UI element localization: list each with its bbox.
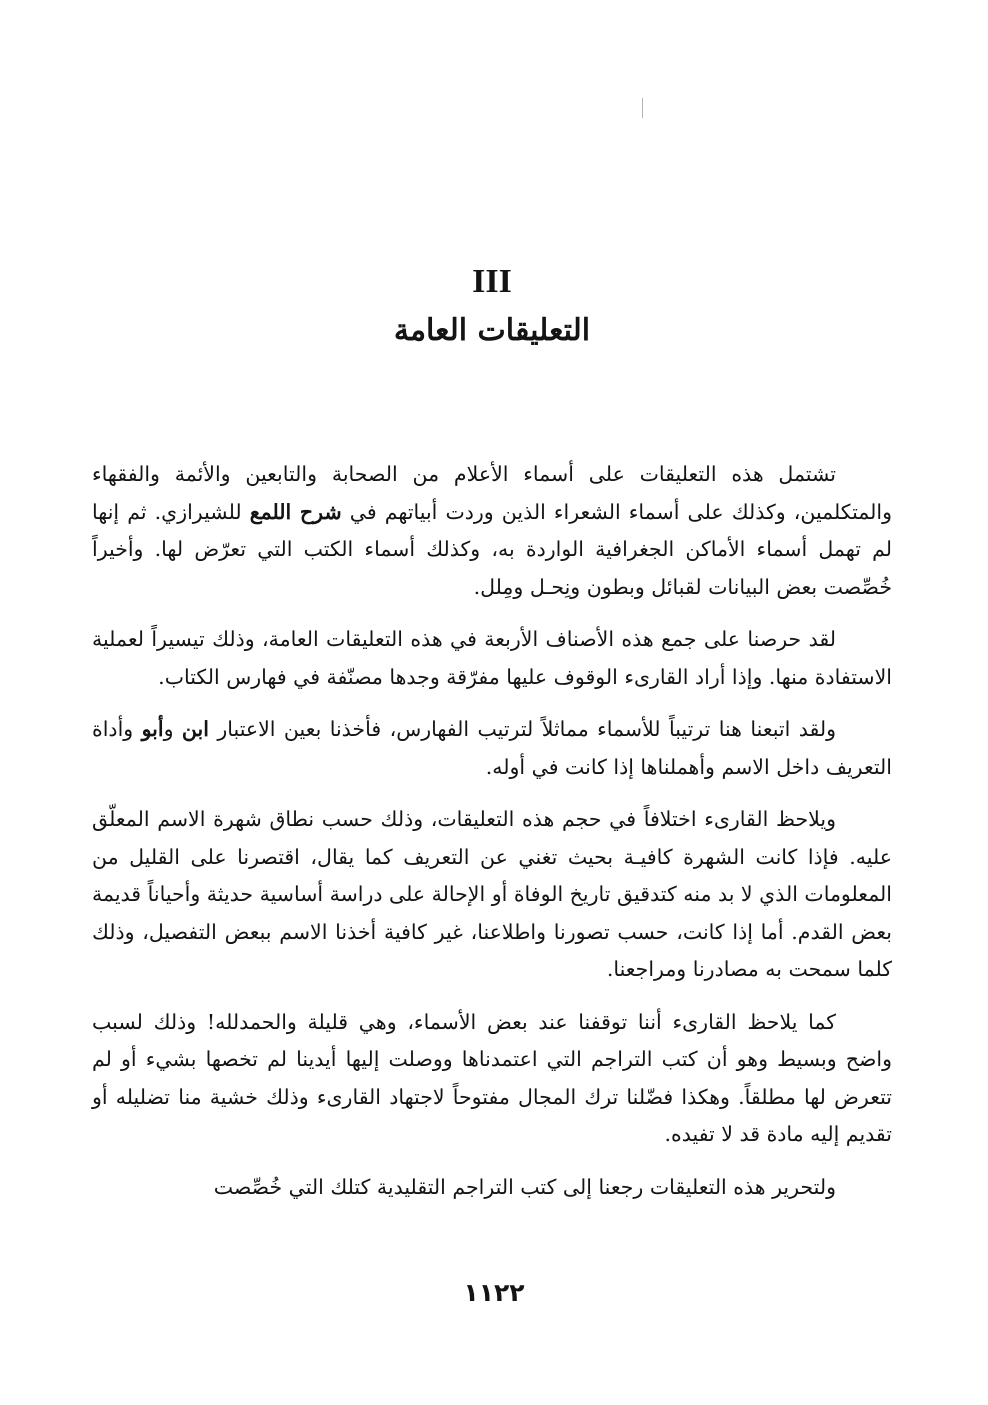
- body-text: [92, 456, 892, 1206]
- page-content: [92, 258, 892, 1221]
- bold-term: شرح اللمع: [249, 499, 342, 524]
- paragraph: [92, 456, 892, 606]
- scan-mark: [642, 98, 643, 118]
- section-title: التعليقات العامة: [393, 313, 591, 348]
- text-segment: كما يلاحظ القارىء أننا توقفنا عند بعض الأسماء، وهي قليلة والحمدلله! وذلك لسبب واضح وبسيط وهو أن كتب التراجم التي اعتمدناها ووصلت إليها أيدينا لم تخصها بشيء أو لم تتعرض لها مطلقاً. وهكذا فضّلنا ترك المجال مفتوحاً لاجتهاد القارىء وذلك خشية منا تضليله أو تقديم إليه مادة قد لا تفيده.: [92, 1009, 892, 1146]
- paragraph: [92, 1004, 892, 1154]
- page-number: ١١٢٢: [463, 1278, 525, 1307]
- paragraph: [92, 711, 892, 786]
- text-segment: لقد حرصنا على جمع هذه الأصناف الأربعة في هذه التعليقات العامة، وذلك تيسيراً لعملية الاستفادة منها. وإذا أراد القارىء الوقوف عليها مفرّقة وجدها مصنّفة في فهارس الكتاب.: [92, 627, 892, 689]
- bold-term: أبو: [141, 717, 164, 741]
- paragraph: [92, 801, 892, 989]
- text-segment: تشتمل هذه التعليقات على أسماء الأعلام من الصحابة والتابعين والأئمة والفقهاء والمتكلمين، وكذلك على أسماء الشعراء الذين وردت أبياتهم في: [92, 462, 892, 524]
- bold-term: ابن: [181, 717, 209, 741]
- text-segment: و: [163, 717, 182, 741]
- section-number: III: [472, 263, 512, 300]
- text-segment: ولتحرير هذه التعليقات رجعنا إلى كتب التراجم التقليدية كتلك التي خُصِّصت: [213, 1174, 836, 1199]
- text-segment: وأداة التعريف داخل الاسم وأهملناها إذا كانت في أوله.: [92, 717, 892, 779]
- paragraph: [92, 1169, 892, 1207]
- text-segment: ولقد اتبعنا هنا ترتيباً للأسماء مماثلاً لترتيب الفهارس، فأخذنا بعين الاعتبار: [208, 717, 837, 741]
- text-segment: ويلاحظ القارىء اختلافاً في حجم هذه التعليقات، وذلك حسب نطاق شهرة الاسم المعلّق عليه. فإذا كانت الشهرة كافيـة بحيث تغني عن التعريف كما يقال، اقتصرنا على القليل من المعلومات الذي لا بد منه كتدقيق تاريخ الوفاة أو الإحالة على دراسة أساسية حديثة وأحياناً قديمة بعض القدم. أما إذا كانت، حسب تصورنا واطلاعنا، غير كافية أخذنا الاسم ببعض التفصيل، وذلك كلما سمحت به مصادرنا ومراجعنا.: [92, 807, 892, 981]
- text-segment: للشيرازي. ثم إنها لم تهمل أسماء الأماكن الجغرافية الواردة به، وكذلك أسماء الكتب التي تعرّض لها. وأخيراً خُصِّصت بعض البيانات لقبائل وبطون ونِحـل ومِلل.: [92, 499, 892, 599]
- paragraph: [92, 621, 892, 696]
